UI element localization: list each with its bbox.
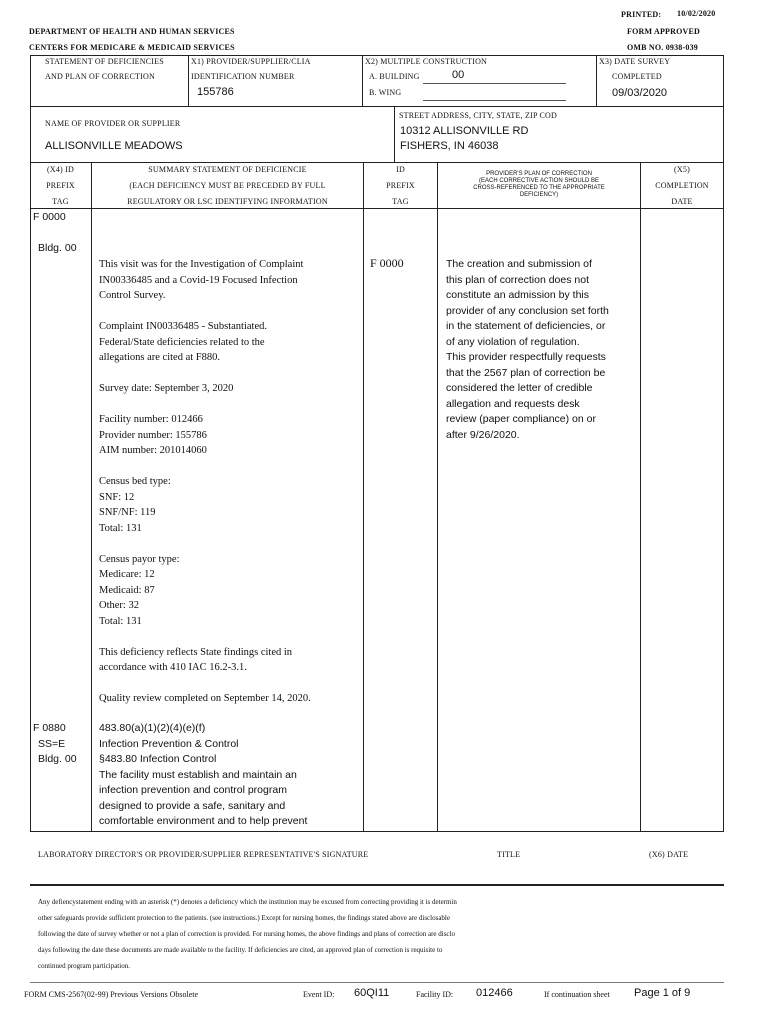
disclaimer-line-4: days following the date these documents are made available to the facility. If deficiencies are cited, an approved plan of correction is requisite to	[38, 946, 443, 954]
disclaimer-line-3: following the date of survey whether or not a plan of correction is provided. For nursing homes, the above findings and plans of correction are disclo	[38, 930, 455, 938]
provider-name-value: ALLISONVILLE MEADOWS	[45, 140, 183, 152]
continuation-label: If continuation sheet	[544, 990, 610, 999]
summary-para-4: Facility number: 012466 Provider number: 155786 AIM number: 201014060	[99, 414, 207, 456]
disclaimer-line-2: other safeguards provide sufficient protection to the patients. (see instructions.) Except for nursing homes, the findings stated above are disclosable	[38, 914, 450, 922]
x4-header-1: (X4) ID	[47, 165, 74, 174]
provider-id-value: 155786	[197, 86, 234, 98]
tag-f0000: F 0000	[33, 211, 66, 223]
date-label: (X6) DATE	[649, 850, 689, 859]
street-label: STREET ADDRESS, CITY, STATE, ZIP COD	[399, 111, 557, 120]
page-number: Page 1 of 9	[634, 987, 691, 999]
tag-f0880-bldg: Bldg. 00	[38, 753, 77, 765]
tag-f0000-bldg: Bldg. 00	[38, 242, 77, 254]
x3-label: X3) DATE SURVEY	[599, 57, 671, 66]
plan-header	[438, 171, 640, 199]
disclaimer-line-1: Any defiencystatement ending with an asterisk (*) denotes a deficiency which the institution may be excused from correcting providing it is determin	[38, 898, 457, 906]
summary-header-3: REGULATORY OR LSC IDENTIFYING INFORMATION	[127, 197, 328, 206]
plan-header-4: DEFICIENCY)	[519, 192, 559, 198]
survey-date-value: 09/03/2020	[612, 87, 668, 99]
printed-date: 10/02/2020	[677, 9, 716, 18]
summary-header-1: SUMMARY STATEMENT OF DEFICIENCIE	[148, 165, 307, 174]
tag-f0880-scope: SS=E	[38, 738, 66, 750]
summary-para-5: Census bed type: SNF: 12 SNF/NF: 119 Total: 131	[99, 476, 171, 534]
tag-f0880-summary-text: 483.80(a)(1)(2)(4)(e)(f) Infection Prevention & Control §483.80 Infection Control The facility must establish and maintain an infection prevention and control program designed to provide a safe, sanitary and comfortable environment and to help prevent	[99, 722, 308, 827]
title-label: TITLE	[497, 850, 521, 859]
facility-id-label: Facility ID:	[416, 990, 454, 999]
id-header-3: TAG	[392, 197, 409, 206]
plan-of-correction-para: The creation and submission of this plan of correction does not constitute an admission by this provider of any conclusion set forth in the statement of deficiencies, or of any violation of regulation. This provider respectfully requests that the 2567 plan of correction be considered the letter of credible allegation and requests desk review (paper compliance) on or after 9/26/2020.	[446, 258, 609, 441]
summary-para-3: Survey date: September 3, 2020	[99, 383, 234, 394]
id-tag-f0000: F 0000	[370, 256, 404, 270]
id-header-1: ID	[396, 165, 405, 174]
building-value: 00	[452, 69, 465, 81]
x4-header-3: TAG	[52, 197, 69, 206]
form-number: FORM CMS-2567(02-99) Previous Versions Obsolete	[24, 990, 199, 999]
id-header-2: PREFIX	[386, 181, 415, 190]
department-heading: DEPARTMENT OF HEALTH AND HUMAN SERVICES	[29, 27, 235, 36]
tag-f0000-summary	[99, 257, 359, 707]
statement-label-1: STATEMENT OF DEFICIENCIES	[45, 57, 164, 66]
x5-header-2: COMPLETION	[655, 181, 709, 190]
x5-header-3: DATE	[671, 197, 693, 206]
signature-label: LABORATORY DIRECTOR'S OR PROVIDER/SUPPLIER REPRESENTATIVE'S SIGNATURE	[38, 850, 369, 859]
x4-header-2: PREFIX	[46, 181, 75, 190]
x1-label-2: IDENTIFICATION NUMBER	[191, 72, 295, 81]
printed-label: PRINTED:	[621, 10, 662, 19]
statement-label-2: AND PLAN OF CORRECTION	[45, 72, 155, 81]
plan-header-1: PROVIDER'S PLAN OF CORRECTION	[486, 171, 592, 177]
form-approved: FORM APPROVED	[627, 27, 701, 36]
summary-para-7: This deficiency reflects State findings cited in accordance with 410 IAC 16.2-3.1.	[99, 646, 293, 673]
summary-header-2: (EACH DEFICIENCY MUST BE PRECEDED BY FULL	[129, 181, 326, 190]
summary-para-6: Census payor type: Medicare: 12 Medicaid: 87 Other: 32 Total: 131	[99, 553, 180, 627]
tag-f0880: F 0880	[33, 722, 66, 734]
omb-number: OMB NO. 0938-039	[627, 43, 698, 52]
event-id-value: 60QI11	[354, 987, 390, 999]
x1-label: X1) PROVIDER/SUPPLIER/CLIA	[191, 57, 311, 66]
facility-id-value: 012466	[476, 987, 513, 999]
disclaimer	[38, 894, 728, 974]
x2-label: X2) MULTIPLE CONSTRUCTION	[365, 57, 488, 66]
centers-heading: CENTERS FOR MEDICARE & MEDICAID SERVICES	[29, 43, 235, 52]
summary-para-8: Quality review completed on September 14, 2020.	[99, 693, 311, 704]
tag-f0880-summary	[99, 721, 361, 830]
street-line-1: 10312 ALLISONVILLE RD	[400, 125, 529, 137]
street-line-2: FISHERS, IN 46038	[400, 140, 499, 152]
provider-name-label: NAME OF PROVIDER OR SUPPLIER	[45, 119, 181, 128]
wing-label: B. WING	[369, 88, 402, 97]
x5-header-1: (X5)	[674, 165, 690, 174]
summary-para-1: This visit was for the Investigation of Complaint IN00336485 and a Covid-19 Focused Infection Control Survey.	[99, 259, 304, 301]
plan-of-correction-text	[446, 257, 638, 443]
plan-header-3: CROSS-REFERENCED TO THE APPROPRIATE	[473, 185, 605, 191]
x3-label-2: COMPLETED	[612, 72, 662, 81]
summary-para-2: Complaint IN00336485 - Substantiated. Federal/State deficiencies related to the allegations are cited at F880.	[99, 321, 267, 363]
plan-header-2: (EACH CORRECTIVE ACTION SHOULD BE	[478, 178, 600, 184]
disclaimer-line-5: continued program participation.	[38, 962, 130, 970]
event-id-label: Event ID:	[303, 990, 335, 999]
building-label: A. BUILDING	[369, 72, 420, 81]
